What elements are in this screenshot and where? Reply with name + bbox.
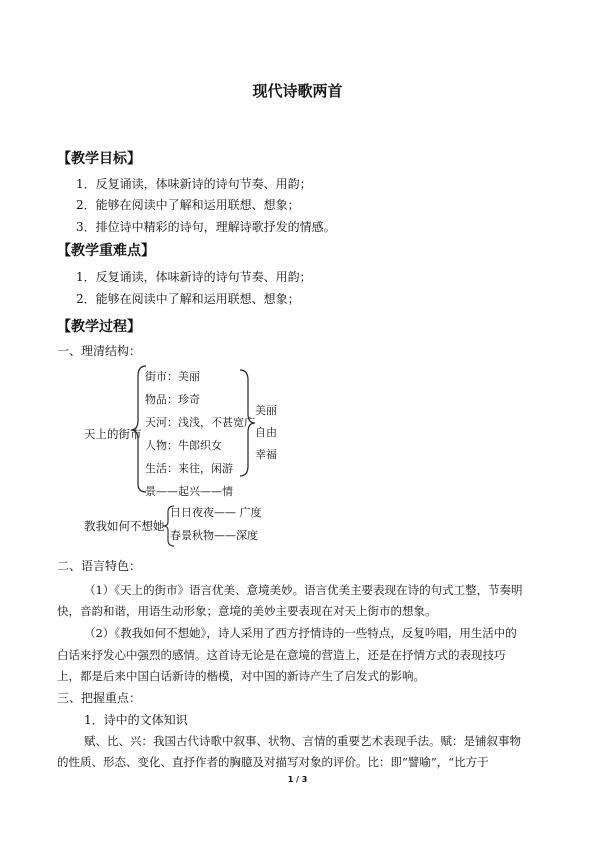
diagram-root-label: 教我如何不想她 [84,519,165,533]
paragraph-line: （1）《天上的街市》语言优美、意境美妙。语言优美主要表现在诗的句式工整，节奏明 [84,583,523,597]
page-title: 现代诗歌两首 [252,82,343,100]
diagram-root-label: 天上的街市 [84,427,142,441]
diagram-right-item: 美丽 [255,404,277,417]
key-points-heading: 【教学重难点】 [57,243,155,259]
diagram-item: 街市：美丽 [145,370,200,383]
diagram-item: 人物：牛郎织女 [145,439,222,452]
paragraph-line: 的性质、形态、变化、直抒作者的胸臆及对描写对象的评价。比：即“譬喻”，“比方于 [57,755,489,769]
goal-item: 1．反复诵读，体味新诗的诗句节奏、用韵； [76,177,312,191]
diagram-item: 景——起兴——情 [145,485,233,498]
structure-label: 一、理清结构： [57,344,142,358]
diagram-item: 日日夜夜—— 广度 [170,506,262,519]
paragraph-line: （2）《教我如何不想她》，诗人采用了西方抒情诗的一些特点，反复吟唱，用生活中的 [84,626,517,640]
diagram-item: 春景秋物——深度 [170,529,258,542]
paragraph-line: 白话来抒发心中强烈的感情。这首诗无论是在意境的营造上，还是在抒情方式的表现技巧 [57,648,506,662]
diagram-item: 天河：浅浅，不甚宽广 [145,416,255,429]
key-point-item: 1．反复诵读，体味新诗的诗句节奏、用韵； [76,270,312,284]
goals-heading: 【教学目标】 [57,151,141,167]
paragraph-line: 快，音韵和谐，用语生动形象；意境的美妙主要表现在对天上街市的想象。 [57,604,437,618]
paragraph-line: 上，都是后来中国白话新诗的楷模，对中国的新诗产生了启发式的影响。 [57,669,425,683]
language-label: 二、语言特色： [57,559,142,573]
diagram-item: 物品：珍奇 [145,393,200,406]
process-heading: 【教学过程】 [57,319,141,335]
key-point-item: 2．能够在阅读中了解和运用联想、想象； [76,292,300,306]
focus-subheading: 1．诗中的文体知识 [84,713,188,727]
goal-item: 2．能够在阅读中了解和运用联想、想象； [76,198,300,212]
diagram-right-item: 自由 [255,426,277,439]
goal-item: 3．排位诗中精彩的诗句，理解诗歌抒发的情感。 [76,220,336,234]
page-number: 1 / 3 [287,775,308,784]
focus-label: 三、把握重点： [57,691,142,705]
diagram-item: 生活：来往，闲游 [145,462,233,475]
diagram-right-item: 幸福 [255,448,277,461]
paragraph-line: 赋、比、兴：我国古代诗歌中叙事、状物、言情的重要艺术表现手法。赋：是铺叙事物 [84,734,521,748]
